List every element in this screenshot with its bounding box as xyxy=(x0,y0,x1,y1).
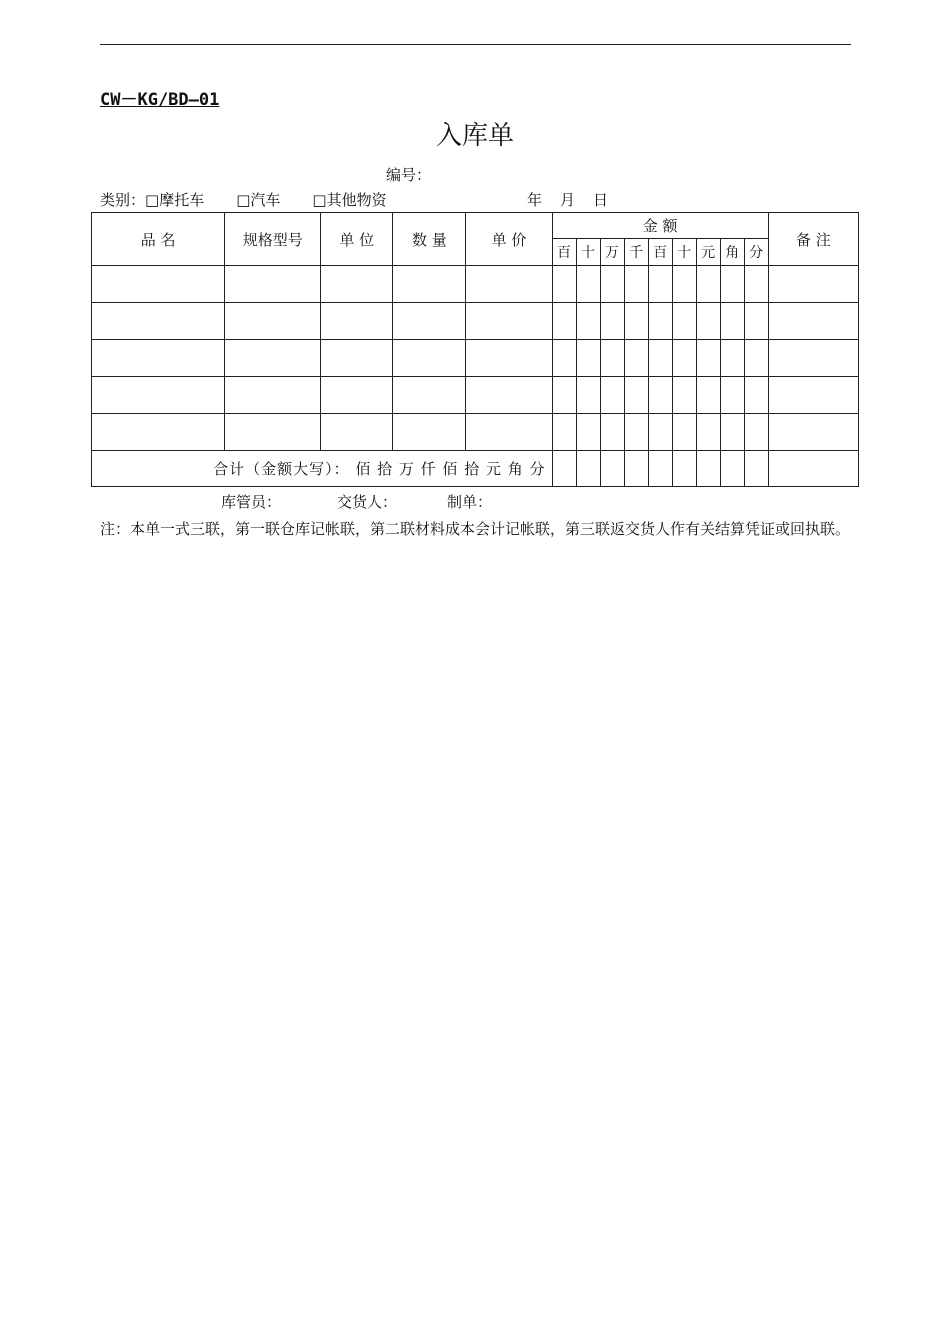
total-cell[interactable] xyxy=(552,451,576,487)
footnote: 注：本单一式三联，第一联仓库记帐联，第二联材料成本会计记帐联，第三联返交货人作有关结算凭证或回执联。 xyxy=(100,520,851,538)
total-cell[interactable] xyxy=(744,451,768,487)
category-line xyxy=(100,189,387,210)
table-cell[interactable] xyxy=(225,340,321,377)
table-cell[interactable] xyxy=(720,340,744,377)
header-amount: 金 额 xyxy=(552,213,768,239)
table-cell[interactable] xyxy=(768,340,858,377)
table-cell[interactable] xyxy=(225,377,321,414)
digit-hundred-thousand: 百 xyxy=(552,239,576,266)
table-row xyxy=(92,340,859,377)
table-cell[interactable] xyxy=(720,266,744,303)
table-cell[interactable] xyxy=(600,266,624,303)
table-cell[interactable] xyxy=(672,303,696,340)
maker-label: 制单： xyxy=(447,493,493,511)
header-remark: 备 注 xyxy=(768,213,858,266)
table-cell[interactable] xyxy=(696,340,720,377)
table-cell[interactable] xyxy=(672,266,696,303)
table-cell[interactable] xyxy=(576,414,600,451)
table-cell[interactable] xyxy=(624,303,648,340)
total-remark-cell[interactable] xyxy=(768,451,858,487)
table-cell[interactable] xyxy=(720,377,744,414)
table-cell[interactable] xyxy=(672,377,696,414)
digit-fen: 分 xyxy=(744,239,768,266)
table-cell[interactable] xyxy=(393,414,466,451)
keeper-label: 库管员： xyxy=(221,493,282,511)
digit-jiao: 角 xyxy=(720,239,744,266)
table-cell[interactable] xyxy=(466,303,552,340)
table-cell[interactable] xyxy=(624,340,648,377)
table-cell[interactable] xyxy=(576,340,600,377)
table-cell[interactable] xyxy=(225,266,321,303)
date-line xyxy=(527,189,608,210)
total-cell[interactable] xyxy=(672,451,696,487)
table-cell[interactable] xyxy=(768,377,858,414)
table-cell[interactable] xyxy=(321,266,393,303)
table-cell[interactable] xyxy=(92,414,225,451)
table-cell[interactable] xyxy=(466,414,552,451)
table-cell[interactable] xyxy=(600,377,624,414)
table-cell[interactable] xyxy=(92,377,225,414)
table-cell[interactable] xyxy=(576,303,600,340)
inbound-form-table xyxy=(91,212,859,487)
table-cell[interactable] xyxy=(466,377,552,414)
table-cell[interactable] xyxy=(321,377,393,414)
total-label: 合计（金额大写）： 佰 拾 万 仟 佰 拾 元 角 分 xyxy=(92,451,553,487)
table-cell[interactable] xyxy=(466,266,552,303)
table-cell[interactable] xyxy=(552,377,576,414)
total-cell[interactable] xyxy=(576,451,600,487)
table-cell[interactable] xyxy=(92,266,225,303)
table-cell[interactable] xyxy=(552,266,576,303)
total-cell[interactable] xyxy=(600,451,624,487)
table-row xyxy=(92,377,859,414)
table-cell[interactable] xyxy=(648,266,672,303)
header-unit: 单 位 xyxy=(321,213,393,266)
digit-thousand: 千 xyxy=(624,239,648,266)
table-cell[interactable] xyxy=(393,340,466,377)
page-title: 入库单 xyxy=(435,121,514,151)
table-row xyxy=(92,414,859,451)
digit-hundred: 百 xyxy=(648,239,672,266)
table-cell[interactable] xyxy=(744,414,768,451)
table-cell[interactable] xyxy=(768,303,858,340)
table-cell[interactable] xyxy=(696,303,720,340)
total-row xyxy=(92,451,859,487)
table-cell[interactable] xyxy=(744,340,768,377)
table-cell[interactable] xyxy=(624,414,648,451)
category-option-other: □其他物资 xyxy=(312,191,387,209)
top-rule xyxy=(100,44,851,45)
date-month-label: 月 xyxy=(560,191,576,209)
digit-yuan: 元 xyxy=(696,239,720,266)
table-cell[interactable] xyxy=(466,340,552,377)
table-cell[interactable] xyxy=(720,303,744,340)
table-cell[interactable] xyxy=(744,303,768,340)
table-cell[interactable] xyxy=(576,266,600,303)
digit-ten-thousand-ten: 十 xyxy=(576,239,600,266)
table-cell[interactable] xyxy=(321,340,393,377)
table-cell[interactable] xyxy=(624,377,648,414)
header-quantity: 数 量 xyxy=(393,213,466,266)
table-cell[interactable] xyxy=(648,340,672,377)
table-cell[interactable] xyxy=(92,303,225,340)
header-unit-price: 单 价 xyxy=(466,213,552,266)
table-cell[interactable] xyxy=(600,340,624,377)
table-cell[interactable] xyxy=(552,303,576,340)
table-row xyxy=(92,266,859,303)
table-cell[interactable] xyxy=(624,266,648,303)
serial-number-label: 编号： xyxy=(386,166,432,184)
table-cell[interactable] xyxy=(648,377,672,414)
document-code: CW－KG/BD—01 xyxy=(100,90,220,110)
table-cell[interactable] xyxy=(672,340,696,377)
table-row xyxy=(92,303,859,340)
table-cell[interactable] xyxy=(321,414,393,451)
table-cell[interactable] xyxy=(672,414,696,451)
table-cell[interactable] xyxy=(720,414,744,451)
header-spec: 规格型号 xyxy=(225,213,321,266)
table-cell[interactable] xyxy=(552,340,576,377)
table-cell[interactable] xyxy=(321,303,393,340)
table-cell[interactable] xyxy=(744,266,768,303)
header-row xyxy=(92,213,859,239)
total-cell[interactable] xyxy=(624,451,648,487)
deliverer-label: 交货人： xyxy=(337,493,398,511)
table-cell[interactable] xyxy=(225,303,321,340)
table-cell[interactable] xyxy=(552,414,576,451)
date-day-label: 日 xyxy=(593,191,609,209)
table-cell[interactable] xyxy=(696,377,720,414)
table-cell[interactable] xyxy=(92,340,225,377)
entry-rows xyxy=(92,266,859,451)
table-cell[interactable] xyxy=(225,414,321,451)
total-cell[interactable] xyxy=(648,451,672,487)
total-cell[interactable] xyxy=(696,451,720,487)
table-cell[interactable] xyxy=(393,377,466,414)
table-cell[interactable] xyxy=(393,266,466,303)
table-cell[interactable] xyxy=(576,377,600,414)
header-name: 品 名 xyxy=(92,213,225,266)
table-cell[interactable] xyxy=(648,414,672,451)
category-label: 类别： xyxy=(100,191,146,209)
table-cell[interactable] xyxy=(768,266,858,303)
category-option-motorcycle: □摩托车 xyxy=(145,191,205,209)
date-year-label: 年 xyxy=(527,191,543,209)
digit-ten: 十 xyxy=(672,239,696,266)
table-cell[interactable] xyxy=(600,303,624,340)
table-cell[interactable] xyxy=(696,414,720,451)
table-cell[interactable] xyxy=(696,266,720,303)
category-option-car: □汽车 xyxy=(236,191,281,209)
total-cell[interactable] xyxy=(720,451,744,487)
table-cell[interactable] xyxy=(744,377,768,414)
digit-ten-thousand: 万 xyxy=(600,239,624,266)
table-cell[interactable] xyxy=(393,303,466,340)
table-cell[interactable] xyxy=(768,414,858,451)
signoff-line xyxy=(221,491,492,512)
table-cell[interactable] xyxy=(600,414,624,451)
table-cell[interactable] xyxy=(648,303,672,340)
